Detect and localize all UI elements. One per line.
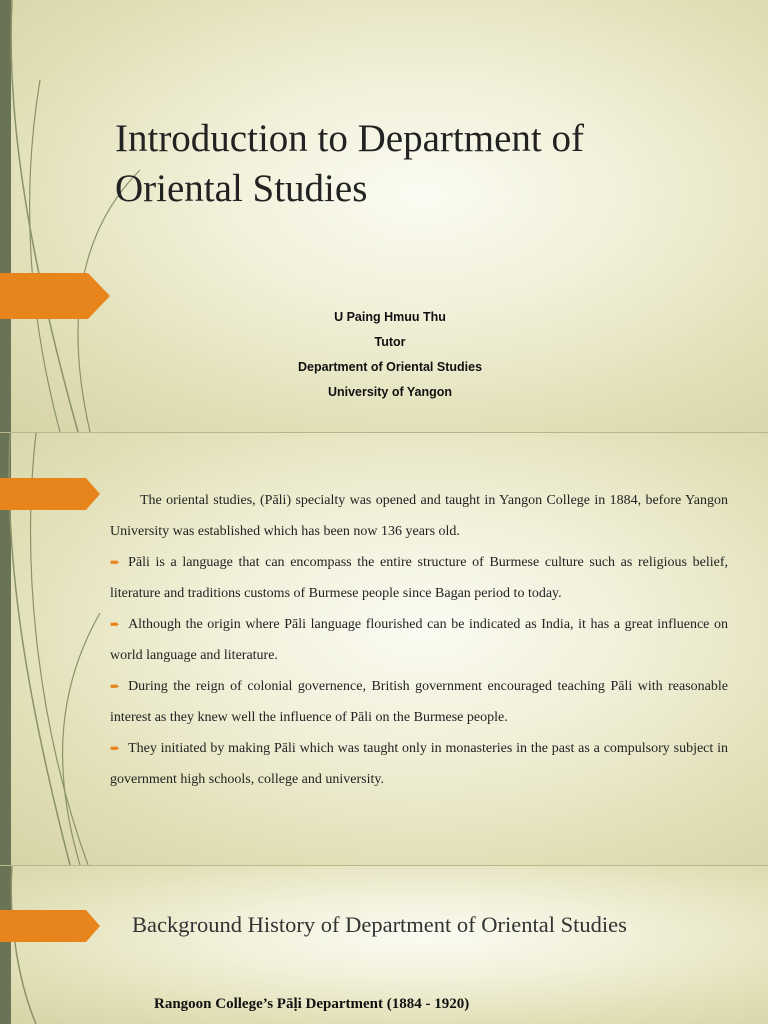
slide-left-bar (0, 866, 11, 1024)
arrow-bullet-icon: ➨ (110, 617, 121, 631)
slide-background-history (0, 866, 768, 1024)
decorative-swoosh (0, 866, 140, 1024)
slide-title-text: Background History of Department of Oriental Studies (132, 912, 627, 937)
arrow-bullet-icon: ➨ (110, 679, 121, 693)
author-role: Tutor (374, 335, 406, 349)
author-name: U Paing Hmuu Thu (334, 310, 446, 324)
intro-paragraph: The oriental studies, (Pāli) specialty was opened and taught in Yangon College in 1884, before Yangon University was established which has been now 136 years old. (110, 493, 728, 539)
slide-title (0, 0, 768, 432)
slide-intro (0, 433, 768, 865)
author-department: Department of Oriental Studies (297, 360, 483, 374)
bullet-item: ➨ During the reign of colonial governence, British government encouraged teaching Pāli with reasonable interest as they knew well the influence of Pāli on the Burmese people. (110, 679, 728, 725)
author-block (200, 305, 580, 405)
body-text (110, 485, 728, 795)
arrow-tab (0, 910, 100, 942)
slide-subtitle: Rangoon College’s Pāḷi Department (1884 - 1920) (154, 996, 470, 1012)
arrow-bullet-icon: ➨ (110, 555, 121, 569)
slide-left-bar (0, 0, 11, 432)
decorative-swoosh (0, 0, 140, 432)
bullet-item: ➨ Although the origin where Pāli language flourished can be indicated as India, it has a great influence on world language and literature. (110, 617, 728, 663)
arrow-tab (0, 273, 110, 319)
author-university: University of Yangon (327, 385, 453, 399)
arrow-tab (0, 478, 100, 510)
arrow-bullet-icon: ➨ (110, 741, 121, 755)
bullet-item: ➨ Pāli is a language that can encompass the entire structure of Burmese culture such as religious belief, literature and traditions customs of Burmese people since Bagan period to today. (110, 555, 728, 601)
bullet-item: ➨ They initiated by making Pāli which was taught only in monasteries in the past as a compulsory subject in government high schools, college and university. (110, 741, 728, 787)
slide-title-text: Introduction to Department of Oriental Studies (115, 117, 584, 210)
